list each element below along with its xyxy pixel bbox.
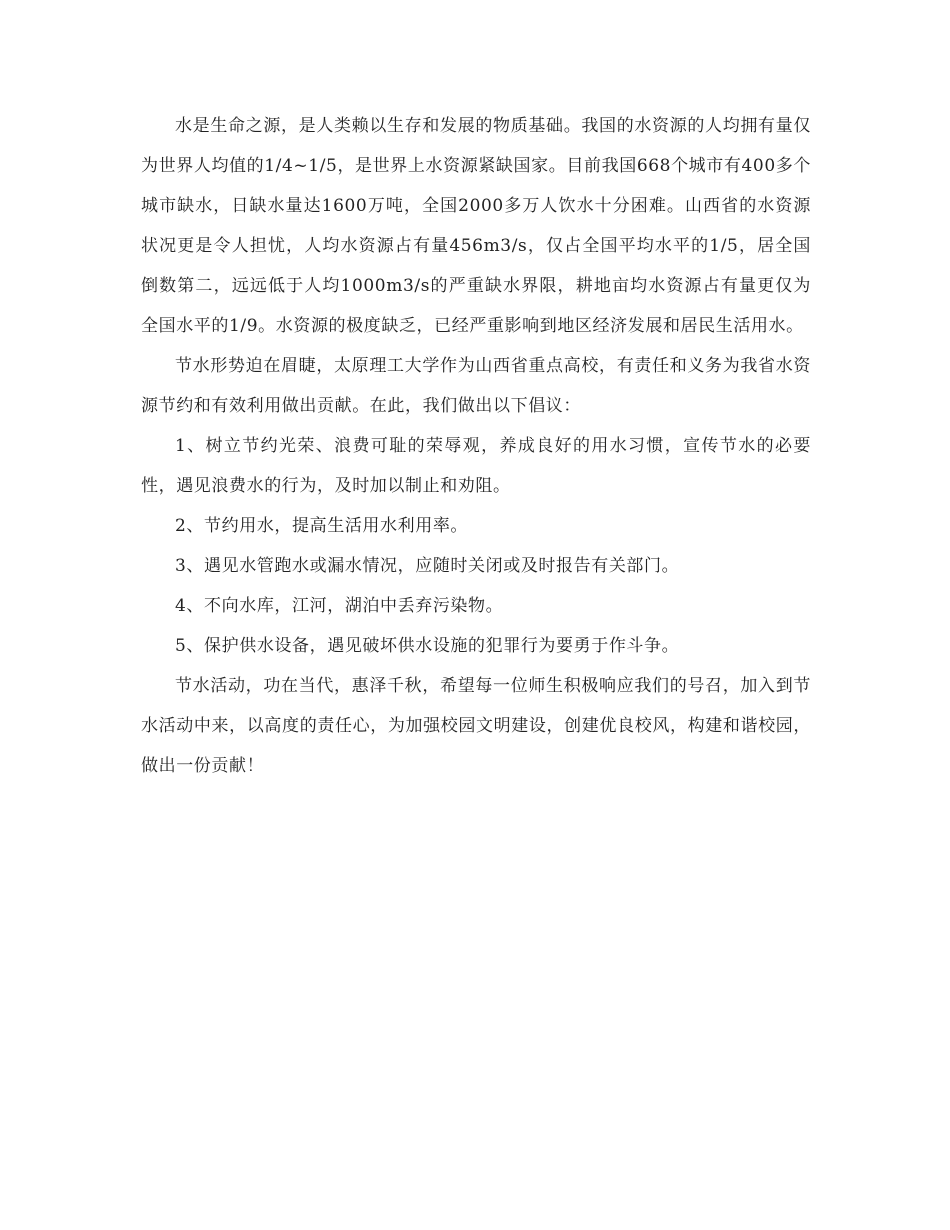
paragraph-closing-call: 节水活动，功在当代，惠泽千秋，希望每一位师生积极响应我们的号召，加入到节水活动中来，以高度的责任心，为加强校园文明建设，创建优良校风，构建和谐校园，做出一份贡献！	[141, 676, 811, 776]
list-item-5: 5、保护供水设备，遇见破坏供水设施的犯罪行为要勇于作斗争。	[175, 636, 680, 656]
list-item-3: 3、遇见水管跑水或漏水情况，应随时关闭或及时报告有关部门。	[175, 556, 680, 576]
list-item-2: 2、节约用水，提高生活用水利用率。	[175, 516, 469, 536]
paragraph-water-resources: 水是生命之源，是人类赖以生存和发展的物质基础。我国的水资源的人均拥有量仅为世界人均值的1/4~1/5，是世界上水资源紧缺国家。目前我国668个城市有400多个城市缺水，日缺水量达1600万吨，全国2000多万人饮水十分困难。山西省的水资源状况更是令人担忧，人均水资源占有量456m3/s，仅占全国平均水平的1/5，居全国倒数第二，远远低于人均1000m3/s的严重缺水界限，耕地亩均水资源占有量更仅为全国水平的1/9。水资源的极度缺乏，已经严重影响到地区经济发展和居民生活用水。	[141, 116, 811, 336]
list-item-4: 4、不向水库，江河，湖泊中丢弃污染物。	[175, 596, 504, 616]
document-body	[141, 106, 811, 786]
list-item-1: 1、树立节约光荣、浪费可耻的荣辱观，养成良好的用水习惯，宣传节水的必要性，遇见浪费水的行为，及时加以制止和劝阻。	[141, 436, 811, 496]
paragraph-initiative-intro: 节水形势迫在眉睫，太原理工大学作为山西省重点高校，有责任和义务为我省水资源节约和有效利用做出贡献。在此，我们做出以下倡议：	[141, 356, 811, 416]
